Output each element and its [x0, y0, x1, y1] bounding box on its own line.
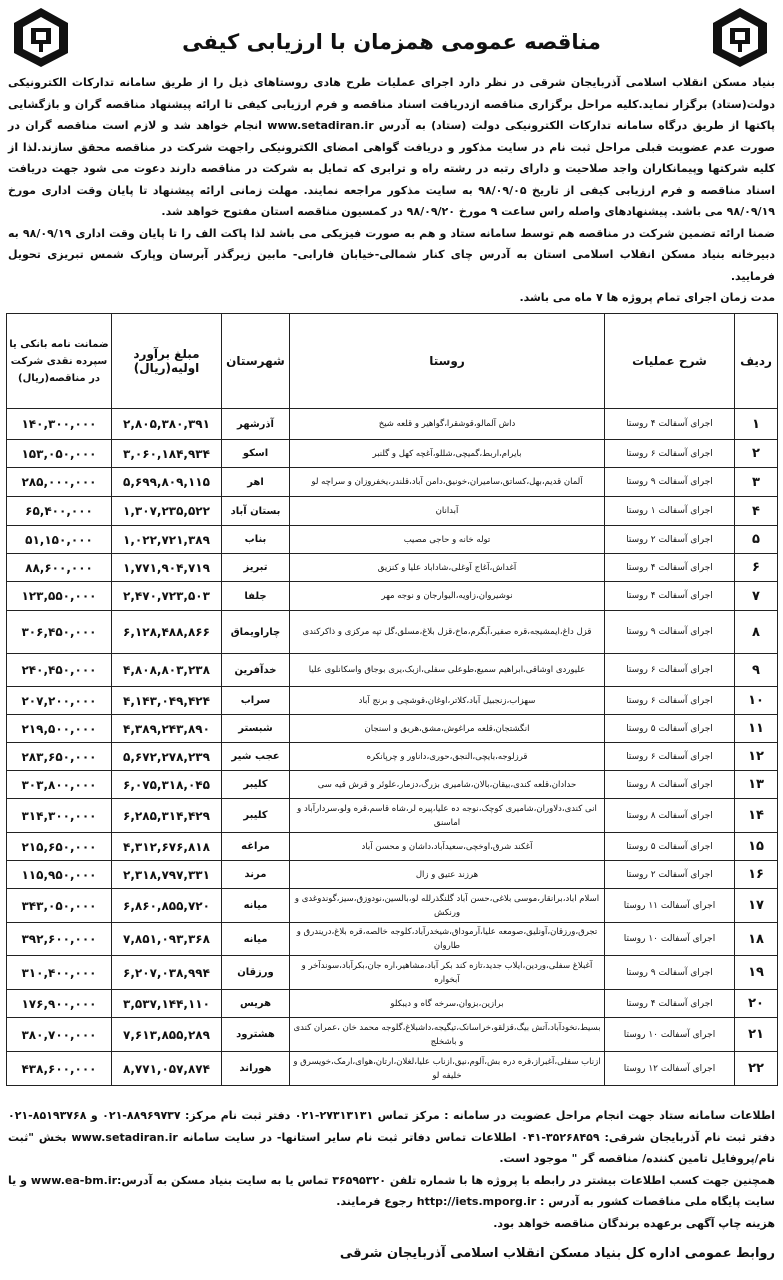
table-row: [7, 956, 778, 990]
table-row: [7, 687, 778, 715]
estimate-cell: ۶,۲۸۵,۳۱۴,۴۲۹: [112, 799, 222, 833]
village-cell: برازین،بزوان،سرخه گاه و دیبکلو: [290, 990, 605, 1018]
estimate-cell: ۲,۴۷۰,۷۲۳,۵۰۳: [112, 582, 222, 611]
estimate-cell: ۴,۳۱۲,۶۷۶,۸۱۸: [112, 833, 222, 861]
table-row: [7, 715, 778, 743]
signature: روابط عمومی اداره کل بنیاد مسکن انقلاب اسلامی آذربایجان شرقی: [339, 1246, 775, 1261]
village-cell: بایرام،اربط،گمیچی،شللو،آغچه کهل و گلنبر: [290, 440, 605, 468]
village-cell: آلمان قدیم،بهل،کساتق،ساميران،خونیق،دامن آباد،قلندر،یخفروزان و سراچه لو: [290, 468, 605, 497]
contact-info: همچنین جهت کسب اطلاعات بیشتر در رابطه با پروژه ها با شماره تلفن ۳۶۵۹۵۳۲۰ تماس یا به سایت بنیاد مسکن به آدرس:www.ea-bm.ir و یا سایت پایگاه ملی مناقصات کشور به آدرس : http://iets.mporg.ir رجوع فرمایند.: [8, 1173, 775, 1208]
guarantee-cell: ۲۱۹,۵۰۰,۰۰۰: [7, 715, 112, 743]
estimate-cell: ۳,۰۶۰,۱۸۴,۹۳۴: [112, 440, 222, 468]
operation-cell: اجرای آسفالت ۱۲ روستا: [605, 1052, 735, 1086]
duration-paragraph: مدت زمان اجرای تمام پروژه ها ۷ ماه می باشد.: [519, 291, 775, 304]
table-row: [7, 554, 778, 582]
operation-cell: اجرای آسفالت ۲ روستا: [605, 861, 735, 889]
header-city: شهرستان: [222, 314, 290, 409]
footer-text: [8, 1105, 775, 1234]
estimate-cell: ۱,۰۲۲,۷۲۱,۳۸۹: [112, 526, 222, 554]
tender-table: [6, 313, 778, 1086]
guarantee-cell: ۳۸۰,۷۰۰,۰۰۰: [7, 1018, 112, 1052]
village-cell: انگشتجان،قلعه مراغوش،مشق،هریق و اسنجان: [290, 715, 605, 743]
row-number: ۶: [735, 554, 778, 582]
city-cell: اسکو: [222, 440, 290, 468]
city-cell: میانه: [222, 889, 290, 923]
row-number: ۱۹: [735, 956, 778, 990]
intro-text: [8, 72, 775, 309]
guarantee-cell: ۲۸۳,۶۵۰,۰۰۰: [7, 743, 112, 771]
operation-cell: اجرای آسفالت ۱۱ روستا: [605, 889, 735, 923]
operation-cell: اجرای آسفالت ۶ روستا: [605, 743, 735, 771]
city-cell: شبستر: [222, 715, 290, 743]
city-cell: جلفا: [222, 582, 290, 611]
table-row: [7, 526, 778, 554]
village-cell: آغبلاغ سفلی،وردین،ایلاب جدید،تازه کند بکر آباد،مشاهیر،اره جان،بکرآباد،سوندآخر و آبخواره: [290, 956, 605, 990]
operation-cell: اجرای آسفالت ۶ روستا: [605, 440, 735, 468]
village-cell: علیوردی اوشاقی،ابراهیم سمیع،طوعلی سفلی،ازبک،یری بوجاق واسکانلوی علیا: [290, 654, 605, 687]
guarantee-cell: ۳۱۴,۳۰۰,۰۰۰: [7, 799, 112, 833]
header-estimate: مبلغ برآورد اولیه(ریال): [112, 314, 222, 409]
city-cell: آذرشهر: [222, 409, 290, 440]
estimate-cell: ۴,۳۸۹,۲۴۳,۸۹۰: [112, 715, 222, 743]
city-cell: کلیبر: [222, 799, 290, 833]
row-number: ۲۲: [735, 1052, 778, 1086]
operation-cell: اجرای آسفالت ۴ روستا: [605, 554, 735, 582]
operation-cell: اجرای آسفالت ۶ روستا: [605, 687, 735, 715]
operation-cell: اجرای آسفالت ۹ روستا: [605, 468, 735, 497]
row-number: ۹: [735, 654, 778, 687]
city-cell: هوراند: [222, 1052, 290, 1086]
row-number: ۱۵: [735, 833, 778, 861]
village-cell: حدادان،قلعه کندی،بیقان،بالان،شامیری بزرگ،دزمار،علوئر و قرش قیه سی: [290, 771, 605, 799]
header-village: روستا: [290, 314, 605, 409]
city-cell: میانه: [222, 923, 290, 956]
table-row: [7, 889, 778, 923]
village-cell: ازناب سفلی،آغبراز،قره دره بش،آلوم،نیق،ازناب علیا،لغلان،ارتان،هوای،ارمک،خویسرق و خلیفه لو: [290, 1052, 605, 1086]
operation-cell: اجرای آسفالت ۴ روستا: [605, 582, 735, 611]
guarantee-cell: ۱۵۳,۰۵۰,۰۰۰: [7, 440, 112, 468]
city-cell: خدآفرین: [222, 654, 290, 687]
village-cell: آبدانان: [290, 497, 605, 526]
intro-paragraph: بنیاد مسکن انقلاب اسلامی آذربایجان شرقی در نظر دارد اجرای عملیات طرح هادی روستاهای ذیل را از طریق سامانه تدارکات الکترونیکی دولت(ستاد) برگزار نماید.کلیه مراحل برگزاری مناقصه ازدریافت اسناد مناقصه و فرم ارزیابی کیفی تا ارائه پیشنهاد مناقصه گران و بازگشایی پاکتها از طریق درگاه سامانه تدارکات الکترونیکی دولت (ستاد) به آدرس www.setadiran.ir انجام خواهد شد و لازم است مناقصه گران در صورت عدم عضویت قبلی مراحل ثبت نام در سایت مذکور و دریافت گواهی امضای الکترونیکی راجهت شرکت در مناقصه محقق سازند.لذا از کلیه شرکتها وپیمانکاران واجد صلاحیت و دارای رتبه در رشته راه و ترابری که تمایل به شرکت در مناقصه دارند دعوت می شود جهت دریافت اسناد مناقصه و فرم ارزیابی کیفی از تاریخ ۹۸/۰۹/۰۵ به سایت مذکور مراجعه نمایند. مهلت زمانی ارائه پیشنهاد تا پایان وقت اداری مورخ ۹۸/۰۹/۱۹ می باشد. پیشنهادهای واصله راس ساعت ۹ مورخ ۹۸/۰۹/۲۰ در کمسیون مناقصه استان مفتوح خواهد شد.: [8, 76, 775, 218]
estimate-cell: ۲,۸۰۵,۳۸۰,۳۹۱: [112, 409, 222, 440]
guarantee-cell: ۳۰۶,۴۵۰,۰۰۰: [7, 611, 112, 654]
header-operation: شرح عملیات: [605, 314, 735, 409]
estimate-cell: ۱,۷۷۱,۹۰۴,۷۱۹: [112, 554, 222, 582]
operation-cell: اجرای آسفالت ۱۰ روستا: [605, 923, 735, 956]
operation-cell: اجرای آسفالت ۴ روستا: [605, 990, 735, 1018]
guarantee-paragraph: ضمنا ارائه تضمین شرکت در مناقصه هم توسط سامانه ستاد و هم به صورت فیزیکی می باشد لذا پاکت الف را تا پایان وقت اداری ۹۸/۰۹/۱۹ به دبیرخانه بنیاد مسکن انقلاب اسلامی استان به آدرس چای کنار شمالی-خیابان فارابی- مابین زیرگذر آبرسان وپارک شمس تبریزی تحویل فرمایید.: [8, 226, 775, 283]
estimate-cell: ۵,۶۹۹,۸۰۹,۱۱۵: [112, 468, 222, 497]
guarantee-cell: ۳۰۳,۸۰۰,۰۰۰: [7, 771, 112, 799]
table-row: [7, 468, 778, 497]
row-number: ۱: [735, 409, 778, 440]
row-number: ۱۷: [735, 889, 778, 923]
village-cell: توله خانه و حاجی مصیب: [290, 526, 605, 554]
city-cell: هریس: [222, 990, 290, 1018]
table-row: [7, 497, 778, 526]
village-cell: آغداش،آغاج آوغلی،شاداباد علیا و کنزیق: [290, 554, 605, 582]
row-number: ۱۲: [735, 743, 778, 771]
guarantee-cell: ۱۴۰,۳۰۰,۰۰۰: [7, 409, 112, 440]
city-cell: چاراویماق: [222, 611, 290, 654]
row-number: ۱۱: [735, 715, 778, 743]
operation-cell: اجرای آسفالت ۵ روستا: [605, 833, 735, 861]
row-number: ۱۸: [735, 923, 778, 956]
estimate-cell: ۶,۸۶۰,۸۵۵,۷۲۰: [112, 889, 222, 923]
estimate-cell: ۷,۸۵۱,۰۹۳,۳۶۸: [112, 923, 222, 956]
table-row: [7, 582, 778, 611]
city-cell: عجب شیر: [222, 743, 290, 771]
city-cell: بستان آباد: [222, 497, 290, 526]
city-cell: بناب: [222, 526, 290, 554]
city-cell: مرند: [222, 861, 290, 889]
header-row-number: ردیف: [735, 314, 778, 409]
operation-cell: اجرای آسفالت ۵ روستا: [605, 715, 735, 743]
village-cell: داش آلمالو،قوشقرا،گواهیر و قلعه شیخ: [290, 409, 605, 440]
city-cell: سراب: [222, 687, 290, 715]
guarantee-cell: ۲۱۵,۶۵۰,۰۰۰: [7, 833, 112, 861]
guarantee-cell: ۱۱۵,۹۵۰,۰۰۰: [7, 861, 112, 889]
estimate-cell: ۶,۲۰۷,۰۳۸,۹۹۴: [112, 956, 222, 990]
guarantee-cell: ۸۸,۶۰۰,۰۰۰: [7, 554, 112, 582]
header-guarantee: ضمانت نامه بانکی یا سپرده نقدی شرکت در مناقصه(ریال): [7, 314, 112, 409]
row-number: ۲۰: [735, 990, 778, 1018]
operation-cell: اجرای آسفالت ۴ روستا: [605, 409, 735, 440]
village-cell: آغکند شرق،اوخچی،سعیدآباد،داشان و محسن آباد: [290, 833, 605, 861]
row-number: ۴: [735, 497, 778, 526]
city-cell: مراغه: [222, 833, 290, 861]
table-row: [7, 799, 778, 833]
estimate-cell: ۳,۵۳۷,۱۴۴,۱۱۰: [112, 990, 222, 1018]
row-number: ۵: [735, 526, 778, 554]
city-cell: اهر: [222, 468, 290, 497]
row-number: ۷: [735, 582, 778, 611]
village-cell: قرزلوجه،بایچی،النجق،حوری،داناور و چرپانکره: [290, 743, 605, 771]
row-number: ۱۶: [735, 861, 778, 889]
village-cell: تجرق،ورزقان،آونلیق،صومعه علیا،آرموداق،شیخدرآباد،کلوجه خالصه،قره بلاغ،دریندرق و طاروان: [290, 923, 605, 956]
guarantee-cell: ۶۵,۴۰۰,۰۰۰: [7, 497, 112, 526]
table-header-row: [7, 314, 778, 409]
city-cell: ورزقان: [222, 956, 290, 990]
guarantee-cell: ۱۲۳,۵۵۰,۰۰۰: [7, 582, 112, 611]
estimate-cell: ۵,۶۷۲,۲۷۸,۲۳۹: [112, 743, 222, 771]
guarantee-cell: ۵۱,۱۵۰,۰۰۰: [7, 526, 112, 554]
row-number: ۸: [735, 611, 778, 654]
row-number: ۱۳: [735, 771, 778, 799]
table-row: [7, 409, 778, 440]
village-cell: سهزاب،زنجبیل آباد،کلاتر،اوغان،قوشچی و برنج آباد: [290, 687, 605, 715]
table-row: [7, 440, 778, 468]
guarantee-cell: ۳۱۰,۴۰۰,۰۰۰: [7, 956, 112, 990]
estimate-cell: ۶,۱۲۸,۴۸۸,۸۶۶: [112, 611, 222, 654]
estimate-cell: ۶,۰۷۵,۳۱۸,۰۴۵: [112, 771, 222, 799]
village-cell: هرزند عتیق و زال: [290, 861, 605, 889]
operation-cell: اجرای آسفالت ۱ روستا: [605, 497, 735, 526]
row-number: ۱۴: [735, 799, 778, 833]
village-cell: اسلام اباد،برانقار،موسی بلاغی،حسن آباد گلنگذرلله لو،بالسین،نودوزق،سیز،گوندوغدی و ورنکش: [290, 889, 605, 923]
table-row: [7, 771, 778, 799]
operation-cell: اجرای آسفالت ۹ روستا: [605, 956, 735, 990]
estimate-cell: ۸,۷۷۱,۰۵۷,۸۷۴: [112, 1052, 222, 1086]
guarantee-cell: ۱۷۶,۹۰۰,۰۰۰: [7, 990, 112, 1018]
table-row: [7, 1018, 778, 1052]
operation-cell: اجرای آسفالت ۶ روستا: [605, 654, 735, 687]
guarantee-cell: ۴۳۸,۶۰۰,۰۰۰: [7, 1052, 112, 1086]
guarantee-cell: ۳۹۲,۶۰۰,۰۰۰: [7, 923, 112, 956]
table-row: [7, 923, 778, 956]
table-row: [7, 611, 778, 654]
table-row: [7, 861, 778, 889]
city-cell: هشترود: [222, 1018, 290, 1052]
table-row: [7, 1052, 778, 1086]
estimate-cell: ۴,۱۴۳,۰۴۹,۴۲۴: [112, 687, 222, 715]
setad-info: اطلاعات سامانه ستاد جهت انجام مراحل عضویت در سامانه : مرکز تماس ۲۷۳۱۳۱۳۱-۰۲۱ دفتر ثبت نام مرکز: ۸۸۹۶۹۷۳۷-۰۲۱ و ۸۵۱۹۳۷۶۸-۰۲۱ دفتر ثبت نام آذربایجان شرقی: ۳۵۲۶۸۴۵۹-۰۴۱ اطلاعات تماس دفاتر ثبت نام سایر استانها- در سایت سامانه www.setadiran.ir بخش "ثبت نام/پروفایل تامین کننده/ مناقصه گر " موجود است.: [8, 1109, 776, 1165]
page-title: مناقصه عمومی همزمان با ارزیابی کیفی: [182, 30, 601, 54]
village-cell: نوشیروان،زاویه،الیوارجان و نوجه مهر: [290, 582, 605, 611]
guarantee-cell: ۲۸۵,۰۰۰,۰۰۰: [7, 468, 112, 497]
city-cell: تبریز: [222, 554, 290, 582]
estimate-cell: ۷,۶۱۳,۸۵۵,۲۸۹: [112, 1018, 222, 1052]
table-row: [7, 654, 778, 687]
operation-cell: اجرای آسفالت ۸ روستا: [605, 771, 735, 799]
operation-cell: اجرای آسفالت ۲ روستا: [605, 526, 735, 554]
village-cell: بسیط،نخودآباد،آتش بیگ،قزلقو،خراسانک،تیگیجه،داشبلاغ،گلوجه محمد خان ،عمران کندی و باشخلج: [290, 1018, 605, 1052]
row-number: ۲۱: [735, 1018, 778, 1052]
city-cell: کلیبر: [222, 771, 290, 799]
operation-cell: اجرای آسفالت ۹ روستا: [605, 611, 735, 654]
foundation-logo: [10, 6, 72, 68]
guarantee-cell: ۲۰۷,۲۰۰,۰۰۰: [7, 687, 112, 715]
village-cell: قزل داغ،ایمشیجه،قره صفیر،آبگرم،ماخ،قزل بلاغ،مسلق،گل تپه مرکزی و ذاکرکندی: [290, 611, 605, 654]
village-cell: انی کندی،دلاوران،شامیری کوچک،نوجه ده علیا،پیره لر،شاه قاسم،قره ولو،سردارآباد و اماسنق: [290, 799, 605, 833]
guarantee-cell: ۲۴۰,۴۵۰,۰۰۰: [7, 654, 112, 687]
print-cost-note: هزینه چاپ آگهی برعهده برندگان مناقصه خواهد بود.: [493, 1216, 775, 1230]
estimate-cell: ۱,۳۰۷,۲۳۵,۵۲۲: [112, 497, 222, 526]
row-number: ۳: [735, 468, 778, 497]
operation-cell: اجرای آسفالت ۸ روستا: [605, 799, 735, 833]
estimate-cell: ۴,۸۰۸,۸۰۳,۲۳۸: [112, 654, 222, 687]
estimate-cell: ۲,۳۱۸,۷۹۷,۳۳۱: [112, 861, 222, 889]
table-row: [7, 833, 778, 861]
operation-cell: اجرای آسفالت ۱۰ روستا: [605, 1018, 735, 1052]
foundation-logo: [709, 6, 771, 68]
table-row: [7, 743, 778, 771]
guarantee-cell: ۳۴۳,۰۵۰,۰۰۰: [7, 889, 112, 923]
table-row: [7, 990, 778, 1018]
row-number: ۲: [735, 440, 778, 468]
row-number: ۱۰: [735, 687, 778, 715]
